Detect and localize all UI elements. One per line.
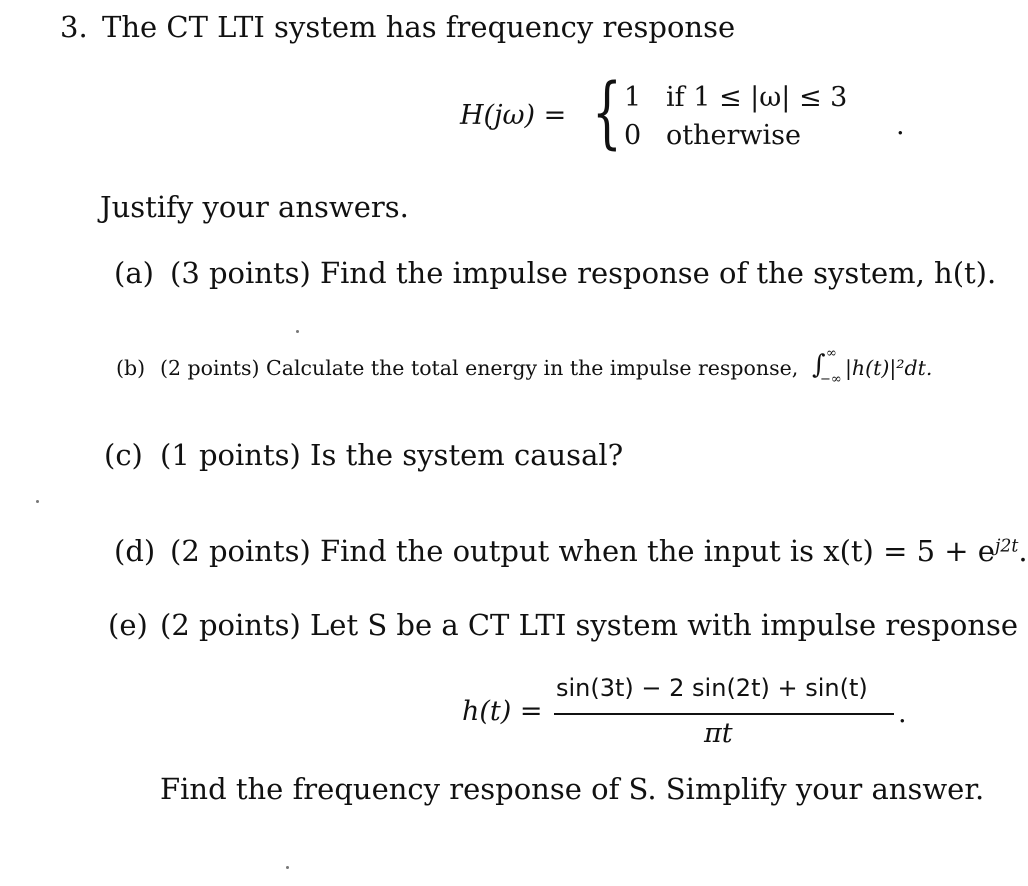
fraction-denominator: πt [704, 718, 733, 749]
equation-period: . [898, 698, 907, 729]
instruction-text: Justify your answers. [100, 190, 409, 224]
part-a-label: (a) [114, 256, 154, 290]
part-d-text [170, 534, 1028, 568]
part-b-text: (2 points) Calculate the total energy in the impulse response, [160, 356, 799, 380]
case1-condition: if 1 ≤ |ω| ≤ 3 [666, 82, 848, 113]
part-d-period: . [1018, 534, 1028, 568]
integrand: |h(t)|²dt. [845, 356, 933, 380]
case2-condition: otherwise [666, 120, 801, 151]
integral-sign: ∫ [812, 350, 826, 380]
frequency-response-lhs: H(jω) = [460, 100, 567, 131]
fraction-bar [554, 713, 894, 715]
integral-lower-limit: −∞ [820, 372, 842, 387]
fraction-numerator: sin(3t) − 2 sin(2t) + sin(t) [556, 674, 868, 702]
part-b-label: (b) [116, 356, 146, 380]
left-brace: { [592, 68, 622, 158]
part-d-body: (2 points) Find the output when the input is x(t) = 5 + e [170, 534, 995, 568]
part-e-text: (2 points) Let S be a CT LTI system with impulse response [160, 608, 1019, 642]
scan-speck [36, 500, 39, 503]
part-d-exponent: j2t [994, 536, 1019, 557]
part-e-followup: Find the frequency response of S. Simplify your answer. [160, 772, 985, 806]
part-a-text: (3 points) Find the impulse response of the system, h(t). [170, 256, 997, 290]
part-c-text: (1 points) Is the system causal? [160, 438, 624, 472]
scan-speck [286, 866, 289, 869]
problem-statement: The CT LTI system has frequency response [102, 10, 736, 44]
case2-value: 0 [624, 120, 642, 151]
integral-upper-limit: ∞ [826, 346, 837, 361]
equation-period: . [896, 110, 905, 141]
part-d-label: (d) [114, 534, 156, 568]
case1-value: 1 [624, 82, 642, 113]
equation-lhs: h(t) = [462, 696, 543, 727]
part-c-label: (c) [104, 438, 143, 472]
scan-speck [296, 330, 299, 333]
part-e-label: (e) [108, 608, 148, 642]
problem-number: 3. [60, 10, 88, 44]
